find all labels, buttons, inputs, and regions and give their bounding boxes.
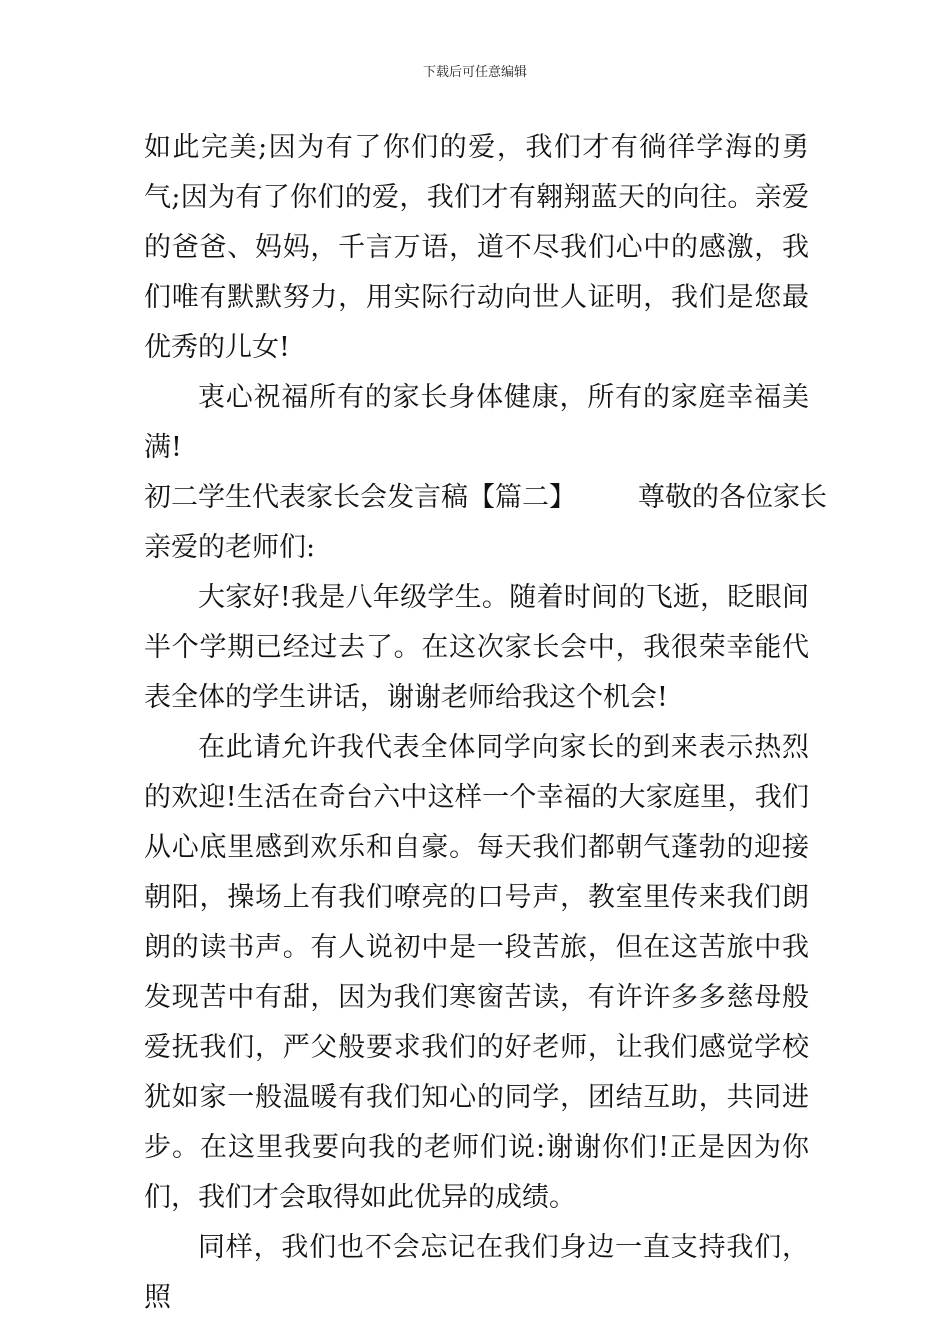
paragraph-3: 大家好!我是八年级学生。随着时间的飞逝，眨眼间半个学期已经过去了。在这次家长会中，我很荣幸能代表全体的学生讲话，谢谢老师给我这个机会! (144, 582, 809, 713)
section-heading-line (144, 473, 827, 523)
paragraph-4: 在此请允许我代表全体同学向家长的到来表示热烈的欢迎!生活在奇台六中这样一个幸福的大家庭里，我们从心底里感到欢乐和自豪。每天我们都朝气蓬勃的迎接朝阳，操场上有我们嘹亮的口号声，教室里传来我们朗朗的读书声。有人说初中是一段苦旅，但在这苦旅中我发现苦中有甜，因为我们寒窗苦读，有许许多多慈母般爱抚我们，严父般要求我们的好老师，让我们感觉学校犹如家一般温暖有我们知心的同学，团结互助，共同进步。在这里我要向我的老师们说:谢谢你们!正是因为你们，我们才会取得如此优异的成绩。 (144, 732, 809, 1213)
document-body (144, 123, 827, 1323)
salutation-line (144, 523, 809, 573)
page-header: 下载后可任意编辑 (422, 65, 527, 80)
salutation-part1: 尊敬的各位家长 (638, 482, 827, 513)
section-title: 初二学生代表家长会发言稿【篇二】 (144, 482, 576, 513)
paragraph-5: 同样，我们也不会忘记在我们身边一直支持我们，照 (144, 1232, 809, 1313)
paragraph-2: 衷心祝福所有的家长身体健康，所有的家庭幸福美满! (144, 382, 809, 463)
paragraph-1: 如此完美;因为有了你们的爱，我们才有徜徉学海的勇气;因为有了你们的爱，我们才有翱翔蓝天的向往。亲爱的爸爸、妈妈，千言万语，道不尽我们心中的感激，我们唯有默默努力，用实际行动向世人证明，我们是您最优秀的儿女! (144, 132, 809, 363)
salutation-part2: 亲爱的老师们: (144, 532, 316, 563)
